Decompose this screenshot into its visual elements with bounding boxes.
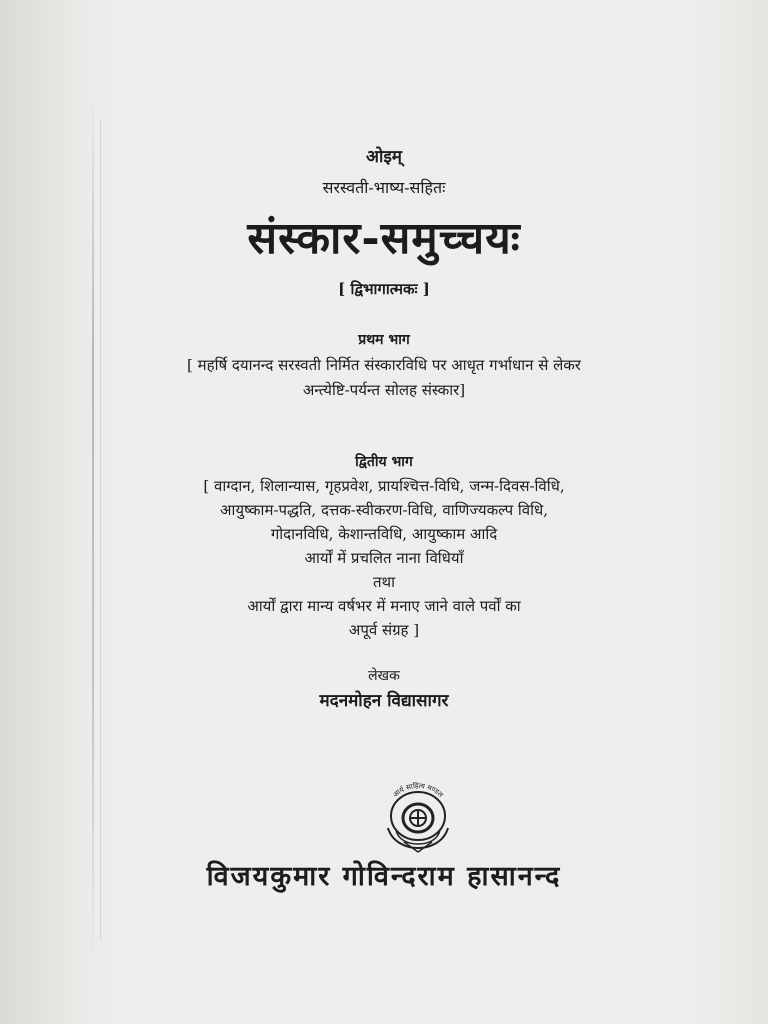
emblem-text: आर्य साहित्य मण्डल xyxy=(391,782,445,799)
part-two-line: [ वाग्दान, शिलान्यास, गृहप्रवेश, प्रायश्चित्त-विधि, जन्म-दिवस-विधि, xyxy=(203,477,565,495)
book-title: संस्कार-समुच्चयः xyxy=(247,213,521,264)
part-two-line: तथा xyxy=(372,573,396,591)
om-invocation: ओइम् xyxy=(366,147,402,167)
publisher-emblem-icon xyxy=(376,782,460,854)
part-one-line: अन्त्येष्टि-पर्यन्त सोलह संस्कार] xyxy=(302,381,466,399)
part-two-line: अपूर्व संग्रह ] xyxy=(348,621,420,639)
subtitle: सरस्वती-भाष्य-सहितः xyxy=(322,178,446,197)
part-one-heading: प्रथम भाग xyxy=(358,332,410,348)
part-two-heading: द्वितीय भाग xyxy=(355,454,413,470)
part-two-line: गोदानविधि, केशान्तविधि, आयुष्काम आदि xyxy=(270,525,498,543)
part-two-line: आर्यों में प्रचलित नाना विधियाँ xyxy=(304,549,464,567)
part-two-line: आयुष्काम-पद्धति, दत्तक-स्वीकरण-विधि, वाणिज्यकल्प विधि, xyxy=(220,501,548,519)
part-two-line: आर्यों द्वारा मान्य वर्षभर में मनाए जाने वाले पर्वों का xyxy=(247,597,521,615)
publisher-name: विजयकुमार गोविन्दराम हासानन्द xyxy=(206,861,562,892)
part-one-line: [ महर्षि दयानन्द सरस्वती निर्मित संस्कारविधि पर आधृत गर्भाधान से लेकर xyxy=(187,356,581,374)
author-name: मदनमोहन विद्यासागर xyxy=(319,691,449,711)
author-label: लेखक xyxy=(368,668,400,684)
parts-note: [ द्विभागात्मकः ] xyxy=(338,280,430,298)
